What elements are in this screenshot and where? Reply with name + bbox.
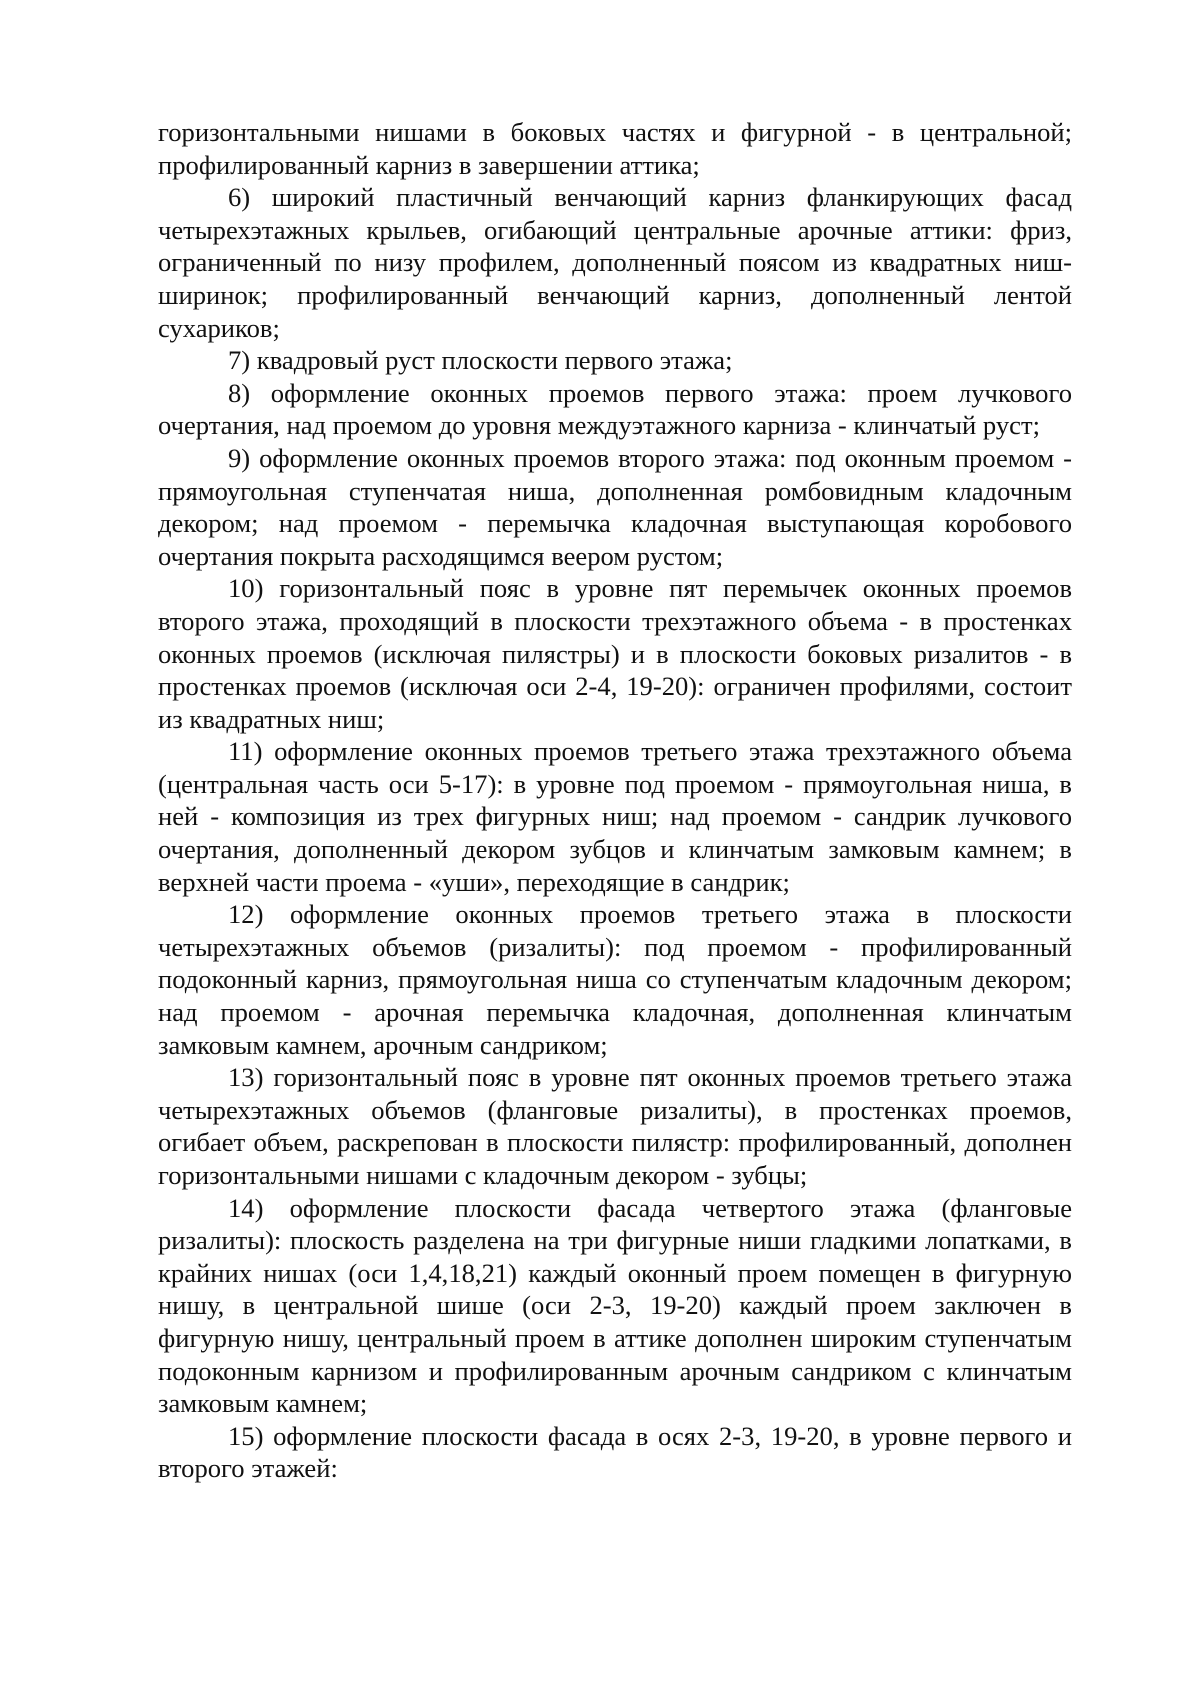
paragraph-item-10: 10) горизонтальный пояс в уровне пят перемычек оконных проемов второго этажа, проходящий в плоскости трехэтажного объема - в простенках оконных проемов (исключая пилястры) и в плоскости боковых ризалитов - в простенках проемов (исключая оси 2-4, 19-20): ограничен профилями, состоит из квадратных ниш;	[158, 573, 1072, 734]
paragraph-item-6: 6) широкий пластичный венчающий карниз фланкирующих фасад четырехэтажных крыльев, огибающий центральные арочные аттики: фриз, ограниченный по низу профилем, дополненный поясом из квадратных ниш-ширинок; профилированный венчающий карниз, дополненный лентой сухариков;	[158, 182, 1072, 343]
paragraph-continuation: горизонтальными нишами в боковых частях и фигурной - в центральной; профилированный карниз в завершении аттика;	[158, 117, 1072, 180]
paragraph-item-11: 11) оформление оконных проемов третьего этажа трехэтажного объема (центральная часть оси 5-17): в уровне под проемом - прямоугольная ниша, в ней - композиция из трех фигурных ниш; над проемом - сандрик лучкового очертания, дополненный декором зубцов и клинчатым замковым камнем; в верхней части проема - «уши», переходящие в сандрик;	[158, 736, 1072, 897]
document-page	[158, 116, 1072, 1485]
paragraph-item-9: 9) оформление оконных проемов второго этажа: под оконным проемом - прямоугольная ступенчатая ниша, дополненная ромбовидным кладочным декором; над проемом - перемычка кладочная выступающая коробового очертания покрыта расходящимся веером рустом;	[158, 442, 1072, 571]
paragraph-item-12: 12) оформление оконных проемов третьего этажа в плоскости четырехэтажных объемов (ризалиты): под проемом - профилированный подоконный карниз, прямоугольная ниша со ступенчатым кладочным декором; над проемом - арочная перемычка кладочная, дополненная клинчатым замковым камнем, арочным сандриком;	[158, 899, 1072, 1060]
paragraph-item-7: 7) квадровый руст плоскости первого этажа;	[228, 345, 733, 376]
paragraph-item-14: 14) оформление плоскости фасада четвертого этажа (фланговые ризалиты): плоскость разделена на три фигурные ниши гладкими лопатками, в крайних нишах (оси 1,4,18,21) каждый оконный проем помещен в фигурную нишу, в центральной шише (оси 2-3, 19-20) каждый проем заключен в фигурную нишу, центральный проем в аттике дополнен широким ступенчатым подоконным карнизом и профилированным арочным сандриком с клинчатым замковым камнем;	[158, 1192, 1072, 1419]
paragraph-item-13: 13) горизонтальный пояс в уровне пят оконных проемов третьего этажа четырехэтажных объемов (фланговые ризалиты), в простенках проемов, огибает объем, раскрепован в плоскости пилястр: профилированный, дополнен горизонтальными нишами с кладочным декором - зубцы;	[158, 1062, 1072, 1190]
paragraph-item-15: 15) оформление плоскости фасада в осях 2-3, 19-20, в уровне первого и второго этажей:	[158, 1420, 1072, 1484]
paragraph-item-8: 8) оформление оконных проемов первого этажа: проем лучкового очертания, над проемом до уровня междуэтажного карниза - клинчатый руст;	[158, 377, 1072, 441]
